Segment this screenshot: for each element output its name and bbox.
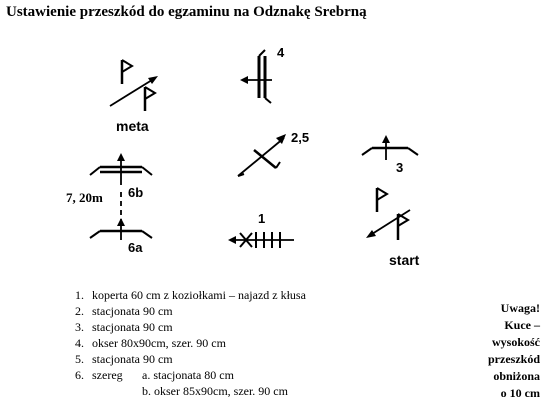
note-line: przeszkód: [488, 352, 540, 366]
legend-number: 5.: [75, 352, 84, 366]
obstacle-6b-label: 6b: [128, 185, 144, 200]
legend-text: szereg: [92, 368, 123, 382]
legend-subitem-a: a. stacjonata 80 cm: [142, 368, 234, 382]
start-flags: [366, 188, 410, 240]
pony-note: [476, 300, 540, 402]
obstacle-4: [240, 50, 272, 103]
legend-number: 3.: [75, 320, 84, 334]
obstacle-2-5-label: 2,5: [291, 130, 310, 145]
note-line: Uwaga!: [500, 301, 540, 315]
note-line: wysokość: [491, 335, 540, 349]
legend-text: stacjonata 90 cm: [92, 304, 173, 318]
note-line: o 10 cm: [500, 386, 540, 400]
legend-text: okser 80x90cm, szer. 90 cm: [92, 336, 226, 350]
legend-text: koperta 60 cm z koziołkami – najazd z kłusa: [92, 288, 306, 302]
finish-flags: [110, 60, 158, 111]
distance-label: 7, 20m: [66, 190, 103, 205]
obstacle-1: [228, 232, 294, 248]
note-line: Kuce –: [504, 318, 540, 332]
legend-number: 4.: [75, 336, 84, 350]
obstacle-2-5: [238, 134, 286, 176]
legend-number: 6.: [75, 368, 84, 382]
legend-subitem-b: b. okser 85x90cm, szer. 90 cm: [142, 384, 288, 398]
finish-label: meta: [116, 118, 149, 134]
obstacle-6a-label: 6a: [128, 240, 143, 255]
obstacle-6a: [90, 218, 152, 240]
obstacle-3-label: 3: [396, 160, 404, 175]
obstacle-4-label: 4: [277, 45, 285, 60]
page-title: Ustawienie przeszkód do egzaminu na Odznakę Srebrną: [6, 4, 367, 20]
start-label: start: [389, 252, 420, 268]
obstacle-3: [362, 135, 418, 160]
legend-text: stacjonata 90 cm: [92, 320, 173, 334]
obstacle-1-label: 1: [258, 211, 266, 226]
legend-number: 1.: [75, 288, 84, 302]
legend-number: 2.: [75, 304, 84, 318]
note-line: obniżona: [493, 369, 540, 383]
legend-text: stacjonata 90 cm: [92, 352, 173, 366]
